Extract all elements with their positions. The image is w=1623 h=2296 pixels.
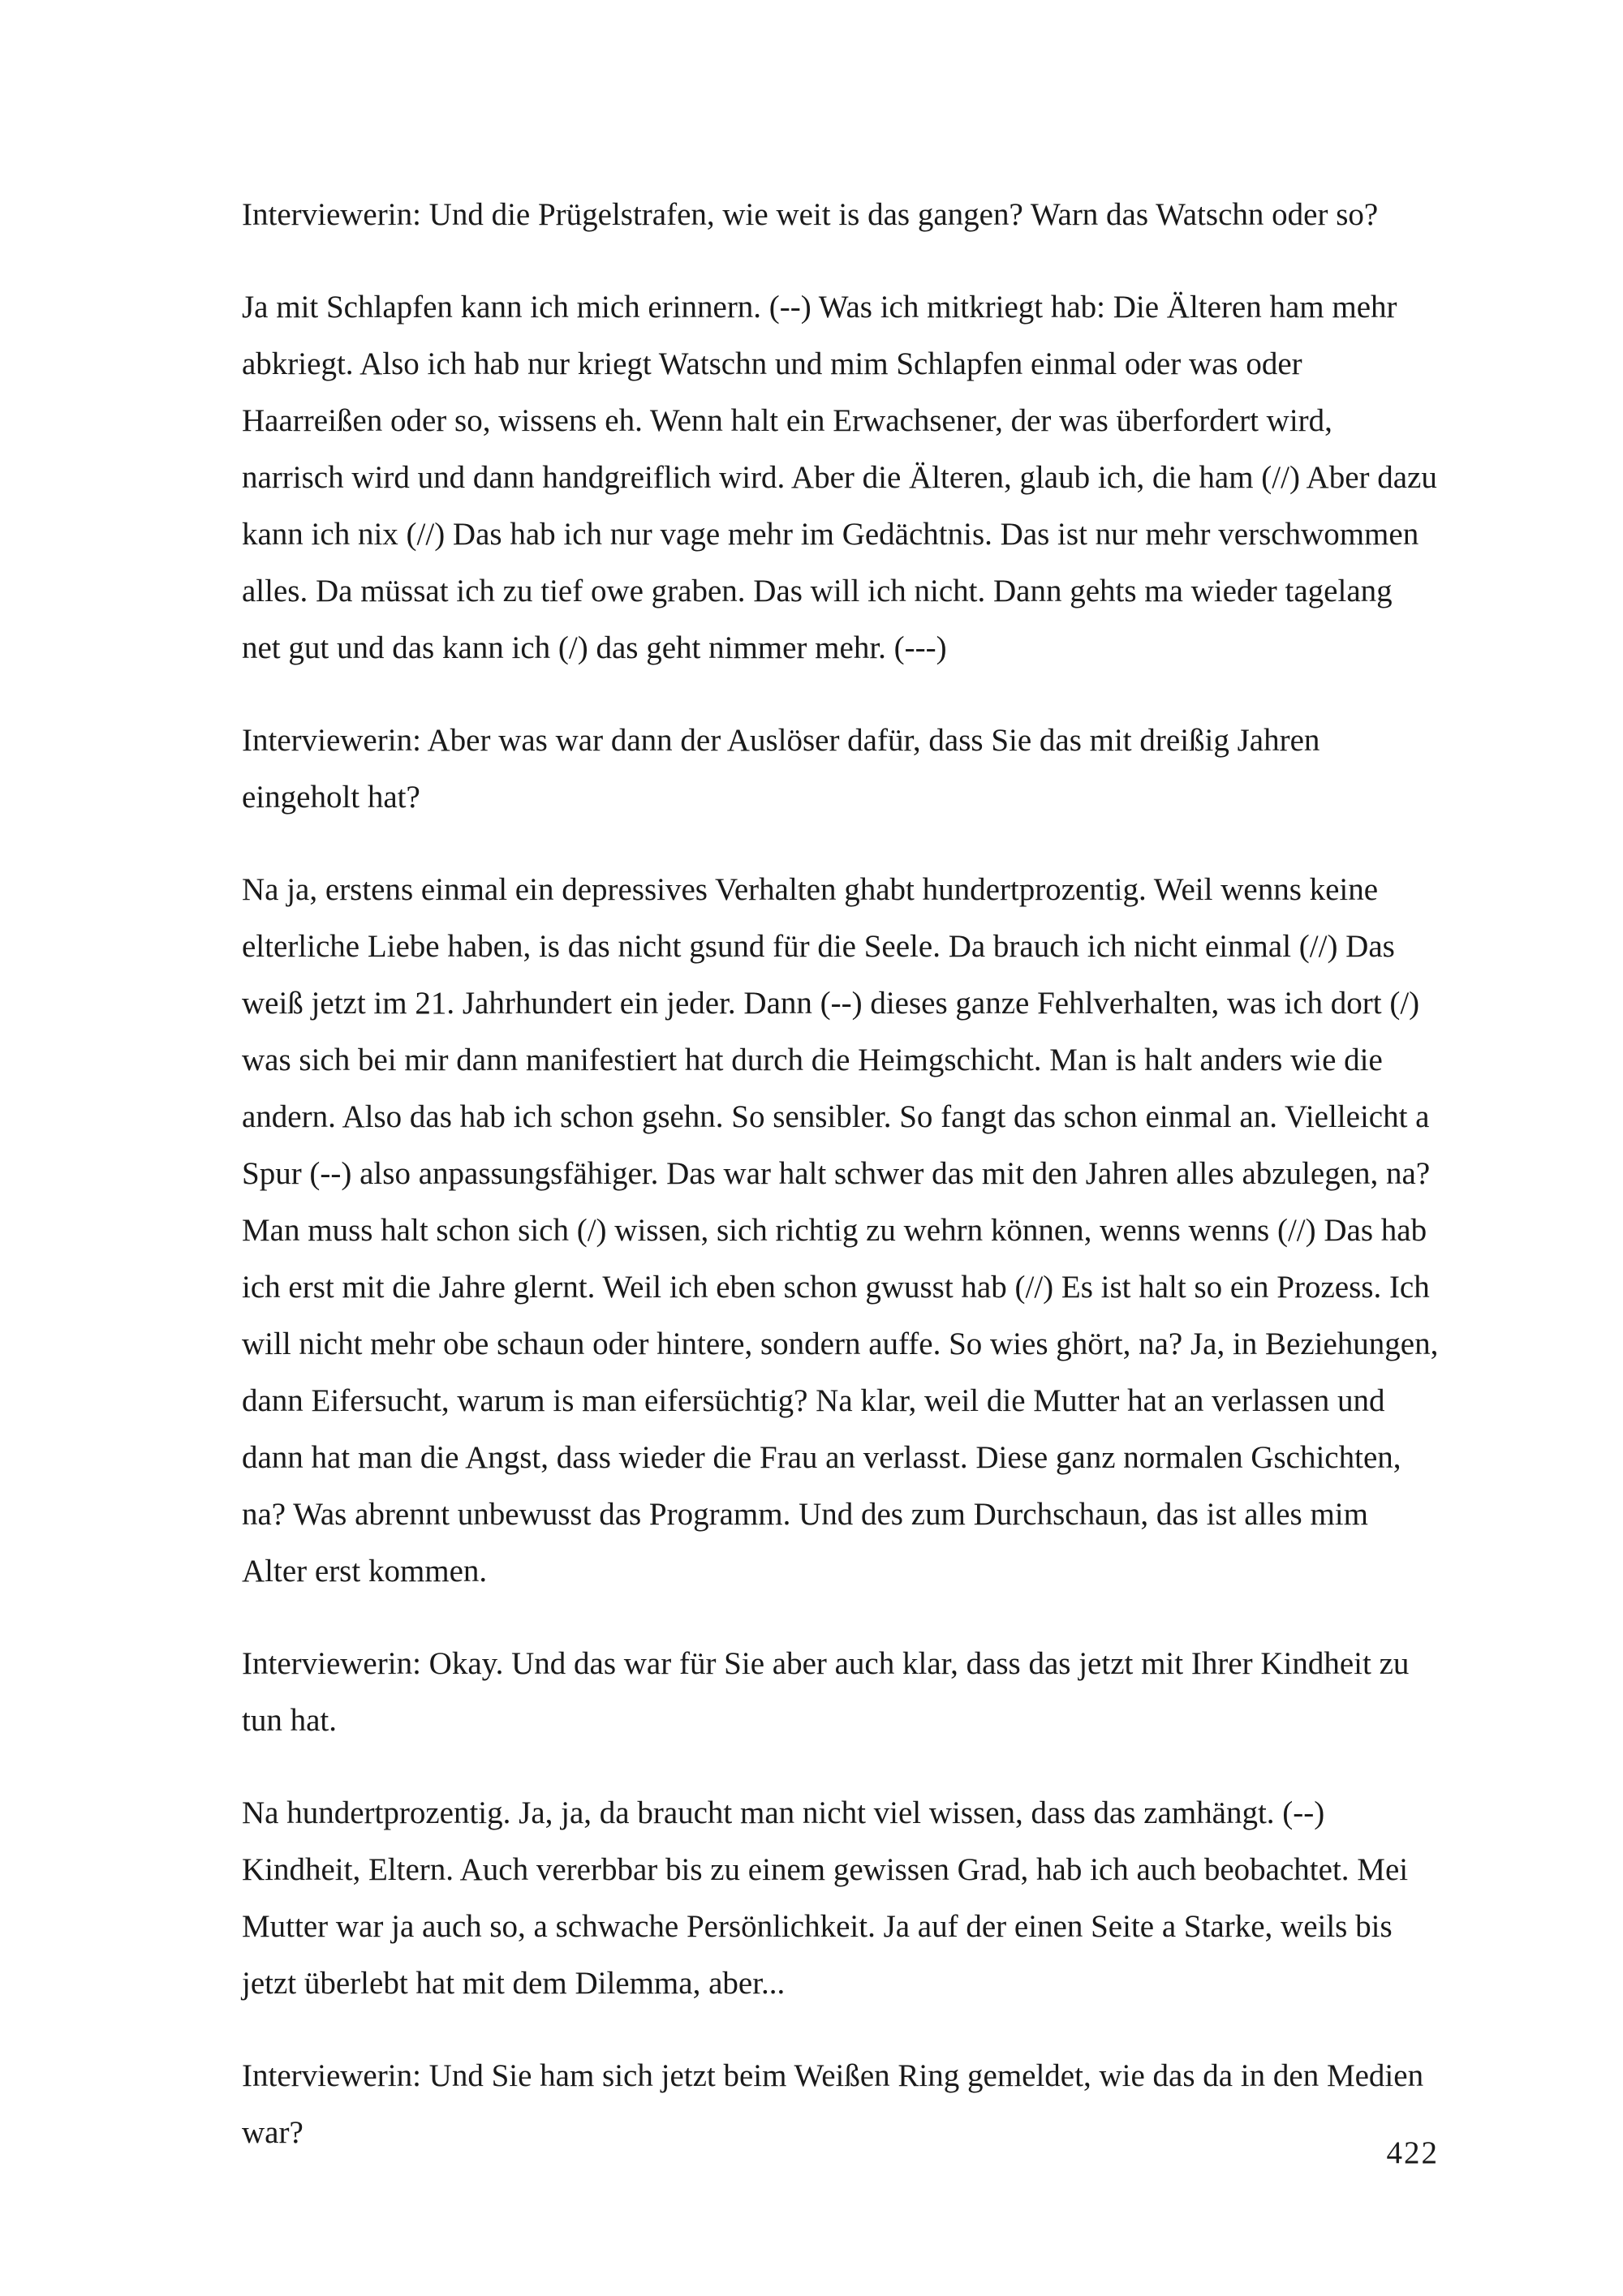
interviewee-answer-paragraph: Ja mit Schlapfen kann ich mich erinnern. (--) Was ich mitkriegt hab: Die Älteren ham mehr abkriegt. Also ich hab nur kriegt Watschn und mim Schlapfen einmal oder was oder Haarreißen oder so, wissens eh. Wenn halt ein Erwachsener, der was überfordert wird, narrisch wird und dann handgreiflich wird. Aber die Älteren, glaub ich, die ham (//) Aber dazu kann ich nix (//) Das hab ich nur vage mehr im Gedächtnis. Das ist nur mehr verschwommen alles. Da müssat ich zu tief owe graben. Das will ich nicht. Dann gehts ma wieder tagelang net gut und das kann ich (/) das geht nimmer mehr. (---) bbox=[242, 290, 1437, 665]
interviewer-question-paragraph: Interviewerin: Und Sie ham sich jetzt beim Weißen Ring gemeldet, wie das da in den Medien war? bbox=[242, 2058, 1424, 2150]
page-number: 422 bbox=[1386, 2135, 1439, 2170]
interviewer-question-paragraph: Interviewerin: Okay. Und das war für Sie aber auch klar, dass das jetzt mit Ihrer Kindheit zu tun hat. bbox=[242, 1646, 1410, 1738]
interviewer-question-paragraph: Interviewerin: Und die Prügelstrafen, wie weit is das gangen? Warn das Watschn oder so? bbox=[242, 197, 1379, 232]
interviewer-question-paragraph: Interviewerin: Aber was war dann der Auslöser dafür, dass Sie das mit dreißig Jahren eingeholt hat? bbox=[242, 723, 1320, 815]
interviewee-answer-paragraph: Na ja, erstens einmal ein depressives Verhalten ghabt hundertprozentig. Weil wenns keine elterliche Liebe haben, is das nicht gsund für die Seele. Da brauch ich nicht einmal (//) Das weiß jetzt im 21. Jahrhundert ein jeder. Dann (--) dieses ganze Fehlverhalten, was ich dort (/) was sich bei mir dann manifestiert hat durch die Heimgschicht. Man is halt anders wie die andern. Also das hab ich schon gsehn. So sensibler. So fangt das schon einmal an. Vielleicht a Spur (--) also anpassungsfähiger. Das war halt schwer das mit den Jahren alles abzulegen, na? Man muss halt schon sich (/) wissen, sich richtig zu wehrn können, wenns wenns (//) Das hab ich erst mit die Jahre glernt. Weil ich eben schon gwusst hab (//) Es ist halt so ein Prozess. Ich will nicht mehr obe schaun oder hintere, sondern auffe. So wies ghört, na? Ja, in Beziehungen, dann Eifersucht, warum is man eifersüchtig? Na klar, weil die Mutter hat an verlassen und dann hat man die Angst, dass wieder die Frau an verlasst. Diese ganz normalen Gschichten, na? Was abrennt unbewusst das Programm. Und des zum Durchschaun, das ist alles mim Alter erst kommen. bbox=[242, 872, 1439, 1589]
interviewee-answer-paragraph: Na hundertprozentig. Ja, ja, da braucht man nicht viel wissen, dass das zamhängt. (--) Kindheit, Eltern. Auch vererbbar bis zu einem gewissen Grad, hab ich auch beobachtet. Mei Mutter war ja auch so, a schwache Persönlichkeit. Ja auf der einen Seite a Starke, weils bis jetzt überlebt hat mit dem Dilemma, aber... bbox=[242, 1795, 1409, 2001]
document-body bbox=[242, 187, 1439, 2197]
